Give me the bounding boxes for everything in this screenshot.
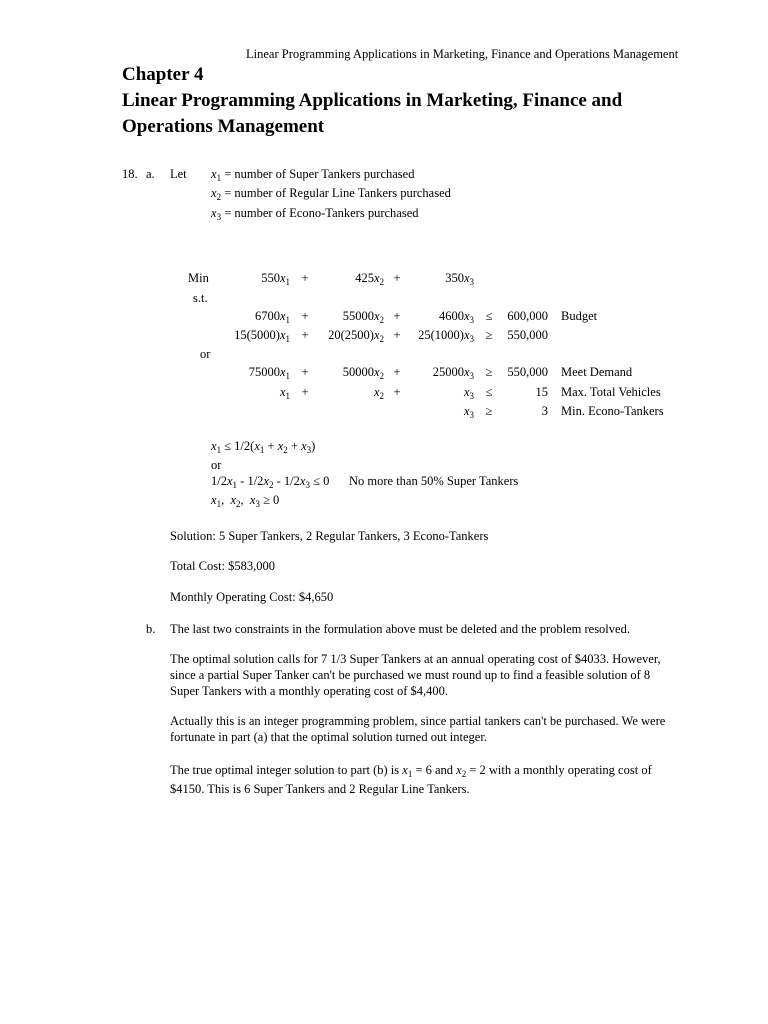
part-b-label: b. [146, 622, 156, 636]
super-tanker-limit-rewritten: $1/2x_1 - 1/2x_2 - 1/2x_3 \le 0$ [211, 474, 330, 490]
constraint-relation: ≤ [485, 385, 493, 399]
constraint-relation: ≥ [485, 365, 493, 379]
constraint-term: $6700x_1$ [254, 309, 290, 325]
objective-plus-2: + [393, 271, 401, 285]
objective-term-2: $425x_2$ [355, 271, 384, 287]
constraint-term: $20(2500)x_2$ [328, 328, 384, 344]
solution-text: Solution: 5 Super Tankers, 2 Regular Tankers, 3 Econo-Tankers [170, 529, 489, 543]
constraint-note: Min. Econo-Tankers [561, 404, 664, 418]
constraint-term: $25(1000)x_3$ [418, 328, 474, 344]
nonnegativity-line: $x_1$, $x_2$, $x_3 \ge 0$ [211, 493, 280, 509]
constraint-operator: + [393, 365, 401, 379]
constraint-operator: + [301, 365, 309, 379]
part-b-paragraph-3: Actually this is an integer programming problem, since partial tankers can't be purchased. We were fortunate in part (a) that the optimal solution turned out integer. [170, 714, 666, 744]
total-cost-text: Total Cost: $583,000 [170, 559, 276, 573]
constraint-operator: + [393, 328, 401, 342]
definition-x3: $x_3$ = number of Econo-Tankers purchased [211, 206, 419, 222]
constraint-relation: ≥ [485, 404, 493, 418]
constraint-note: Budget [561, 309, 598, 323]
constraint-relation: ≥ [485, 328, 493, 342]
constraint-operator: + [301, 309, 309, 323]
constraint-rhs: 15 [535, 385, 548, 399]
constraint-note: Meet Demand [561, 365, 633, 379]
part-b-paragraph-1: The last two constraints in the formulation above must be deleted and the problem resolved. [170, 622, 630, 636]
constraint-term: $75000x_1$ [248, 365, 290, 381]
constraint-term: $25000x_3$ [432, 365, 474, 381]
monthly-cost-text: Monthly Operating Cost: $4,650 [170, 590, 334, 604]
constraint-operator: + [301, 385, 309, 399]
problem-number: 18. [122, 167, 138, 181]
constraint-term: $x_2$ [373, 385, 384, 401]
constraint-term: $4600x_3$ [438, 309, 474, 325]
super-tanker-limit-note: No more than 50% Super Tankers [349, 474, 519, 488]
objective-term-3: $350x_3$ [445, 271, 474, 287]
constraint-term: $50000x_2$ [342, 365, 384, 381]
objective-plus-1: + [301, 271, 309, 285]
chapter-number: Chapter 4 [122, 64, 204, 85]
constraint-operator: + [393, 309, 401, 323]
or-label: or [200, 347, 211, 361]
constraint-rhs: 600,000 [507, 309, 548, 323]
constraint-term: $x_3$ [463, 404, 474, 420]
constraint-rhs: 550,000 [507, 365, 548, 379]
constraint-note: Max. Total Vehicles [561, 385, 661, 399]
or-label-2: or [211, 458, 222, 472]
st-label: s.t. [193, 291, 208, 305]
constraint-rhs: 3 [541, 404, 548, 418]
constraint-operator: + [301, 328, 309, 342]
super-tanker-limit-line: $x_1 \le 1/2(x_1 + x_2 + x_3)$ [211, 439, 316, 455]
part-b-paragraph-2: The optimal solution calls for 7 1/3 Super Tankers at an annual operating cost of $4033. However, since a partial Super Tanker can't be purchased we must round up to find a feasible solution of 8 Super Tankers with a monthly operating cost of $4,400. [170, 652, 661, 698]
constraint-term: $15(5000)x_1$ [234, 328, 290, 344]
let-label: Let [170, 167, 187, 181]
part-b-paragraph-4: The true optimal integer solution to part (b) is $x_1 = 6$ and $x_2 = 2$ with a monthly operating cost of $4150. This is 6 Super Tankers and 2 Regular Line Tankers. [170, 763, 652, 796]
chapter-title: Linear Programming Applications in Marketing, Finance and Operations Management [122, 90, 623, 137]
min-label: Min [188, 271, 209, 285]
definition-x1: $x_1$ = number of Super Tankers purchased [211, 167, 415, 183]
objective-term-1: $550x_1$ [261, 271, 290, 287]
constraint-relation: ≤ [485, 309, 493, 323]
part-a-label: a. [146, 167, 155, 181]
constraint-rhs: 550,000 [507, 328, 548, 342]
constraint-term: $x_1$ [279, 385, 290, 401]
definition-x2: $x_2$ = number of Regular Line Tankers purchased [211, 186, 451, 202]
constraint-term: $55000x_2$ [342, 309, 384, 325]
running-header: Linear Programming Applications in Marketing, Finance and Operations Management [246, 47, 679, 61]
constraint-operator: + [393, 385, 401, 399]
constraint-term: $x_3$ [463, 385, 474, 401]
